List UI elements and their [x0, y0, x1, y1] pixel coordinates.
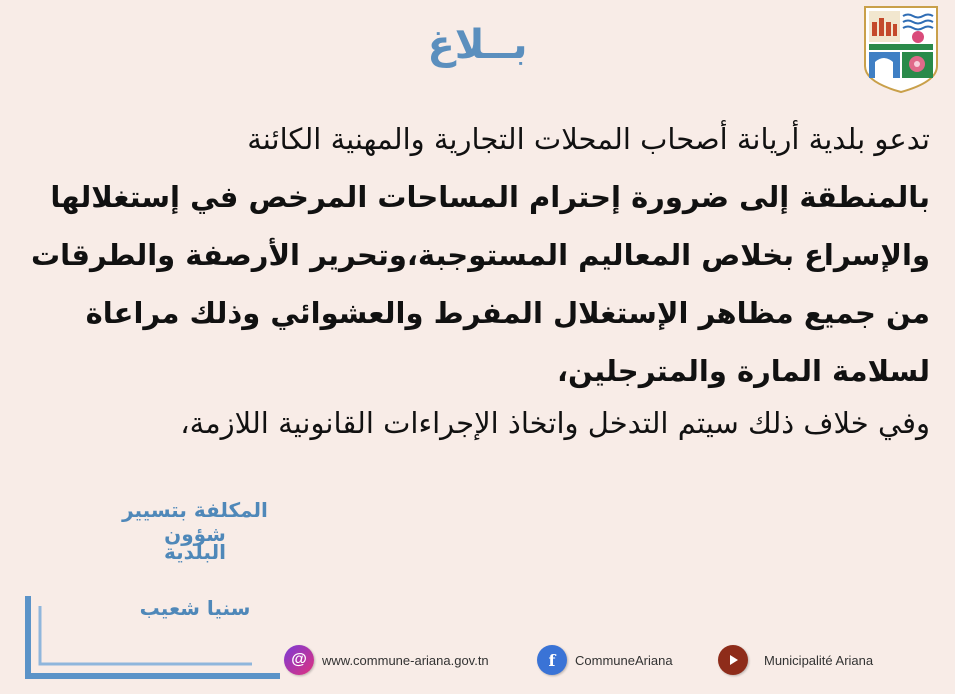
body-line-2: بالمنطقة إلى ضرورة إحترام المساحات المرخص في إستغلالها [50, 180, 930, 214]
body-line-6: وفي خلاف ذلك سيتم التدخل واتخاذ الإجراءات القانونية اللازمة، [180, 406, 930, 440]
footer-website[interactable] [284, 644, 489, 676]
body-line-5: لسلامة المارة والمترجلين، [557, 354, 930, 388]
decorative-corner-frame [22, 592, 282, 682]
facebook-link[interactable]: CommuneAriana [575, 652, 673, 668]
signatory-name: سنيا شعيب [139, 596, 251, 620]
page-title: بــلاغ [427, 22, 528, 68]
facebook-icon: f [537, 645, 567, 675]
body-line-1: تدعو بلدية أريانة أصحاب المحلات التجارية والمهنية الكائنة [247, 122, 930, 156]
body-line-4: من جميع مظاهر الإستغلال المفرط والعشوائي وذلك مراعاة [85, 296, 930, 330]
signatory-role-line-2: البلدية [164, 540, 226, 564]
website-link[interactable]: www.commune-ariana.gov.tn [322, 652, 489, 668]
municipality-coat-of-arms-logo [862, 4, 940, 94]
footer-contact-bar [280, 644, 940, 676]
youtube-play-icon [718, 645, 748, 675]
body-line-3: والإسراع بخلاص المعاليم المستوجبة،وتحرير الأرصفة والطرقات [31, 238, 930, 272]
signatory-role-line-1: المكلفة بتسيير شؤون [122, 498, 268, 546]
footer-youtube[interactable] [718, 644, 873, 676]
announcement-body [31, 110, 930, 452]
footer-facebook[interactable] [537, 644, 673, 676]
youtube-link[interactable]: Municipalité Ariana [764, 652, 874, 668]
at-sign-icon: @ [284, 645, 314, 675]
